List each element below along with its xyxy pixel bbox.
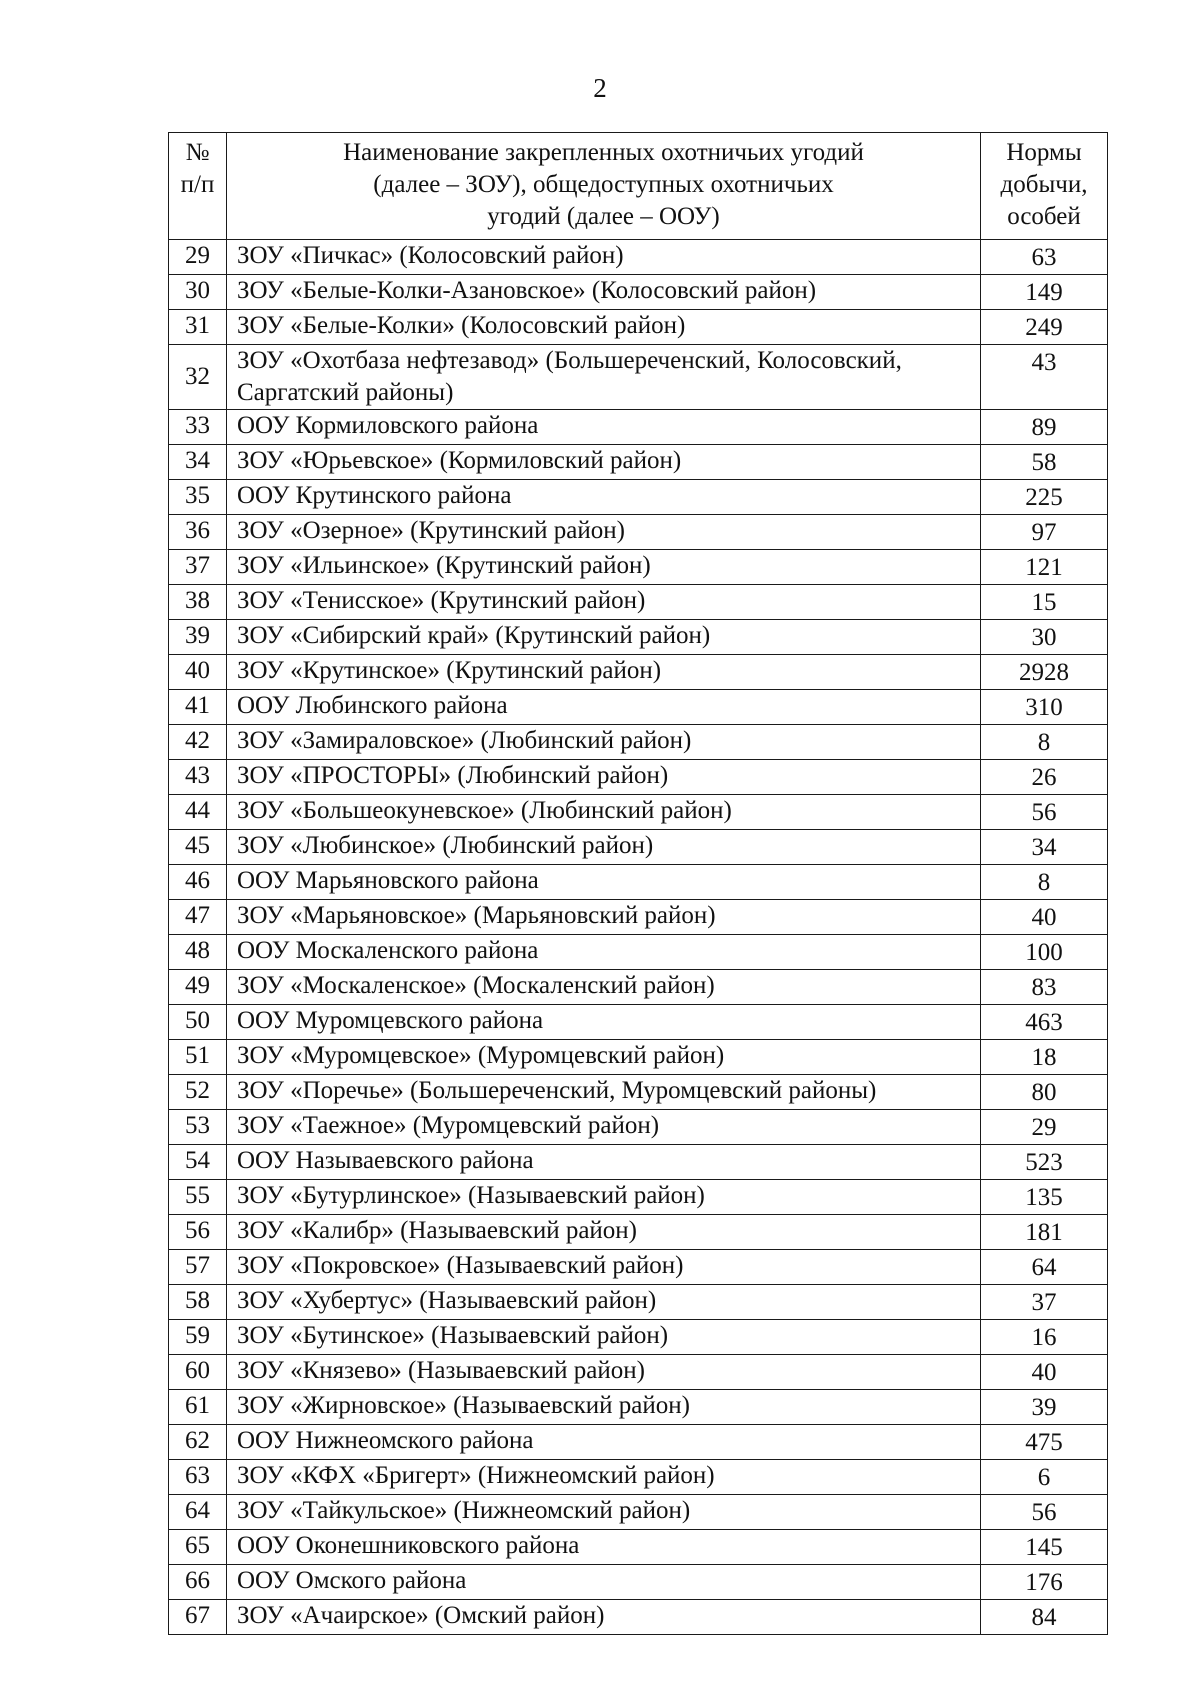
table-row <box>169 1600 1108 1635</box>
table-row <box>169 1145 1108 1180</box>
row-name: ЗОУ «Москаленское» (Москаленский район) <box>227 970 981 1005</box>
row-norm: 83 <box>981 970 1108 1005</box>
table-row <box>169 1180 1108 1215</box>
row-name: ЗОУ «Бутинское» (Называевский район) <box>227 1320 981 1355</box>
table-row <box>169 760 1108 795</box>
row-name: ООУ Нижнеомского района <box>227 1425 981 1460</box>
table-row <box>169 620 1108 655</box>
table-row <box>169 1495 1108 1530</box>
row-number: 36 <box>169 515 227 550</box>
row-name: ООУ Любинского района <box>227 690 981 725</box>
row-number: 56 <box>169 1215 227 1250</box>
row-number: 48 <box>169 935 227 970</box>
row-norm: 2928 <box>981 655 1108 690</box>
row-norm: 176 <box>981 1565 1108 1600</box>
row-norm: 84 <box>981 1600 1108 1635</box>
table-row <box>169 795 1108 830</box>
row-name: ООУ Оконешниковского района <box>227 1530 981 1565</box>
row-number: 59 <box>169 1320 227 1355</box>
row-name: ООУ Кормиловского района <box>227 410 981 445</box>
table-body <box>169 240 1108 1635</box>
row-number: 47 <box>169 900 227 935</box>
row-name: ЗОУ «Муромцевское» (Муромцевский район) <box>227 1040 981 1075</box>
row-name: ЗОУ «Князево» (Называевский район) <box>227 1355 981 1390</box>
row-number: 39 <box>169 620 227 655</box>
row-number: 53 <box>169 1110 227 1145</box>
row-norm: 16 <box>981 1320 1108 1355</box>
row-norm: 80 <box>981 1075 1108 1110</box>
row-number: 46 <box>169 865 227 900</box>
row-name: ЗОУ «Марьяновское» (Марьяновский район) <box>227 900 981 935</box>
row-name: ООУ Крутинского района <box>227 480 981 515</box>
row-name: ЗОУ «Бутурлинское» (Называевский район) <box>227 1180 981 1215</box>
row-norm: 225 <box>981 480 1108 515</box>
table-row <box>169 865 1108 900</box>
row-number: 45 <box>169 830 227 865</box>
row-norm: 97 <box>981 515 1108 550</box>
table-row <box>169 410 1108 445</box>
row-number: 40 <box>169 655 227 690</box>
row-norm: 40 <box>981 900 1108 935</box>
row-name: ЗОУ «Жирновское» (Называевский район) <box>227 1390 981 1425</box>
table-row <box>169 1460 1108 1495</box>
row-name: ЗОУ «Тенисское» (Крутинский район) <box>227 585 981 620</box>
row-name: ЗОУ «Озерное» (Крутинский район) <box>227 515 981 550</box>
row-name: ООУ Москаленского района <box>227 935 981 970</box>
header-name-line-2: (далее – ЗОУ), общедоступных охотничьих <box>373 171 834 198</box>
table-row <box>169 275 1108 310</box>
row-name: ЗОУ «Ильинское» (Крутинский район) <box>227 550 981 585</box>
row-norm: 63 <box>981 240 1108 275</box>
row-norm: 6 <box>981 1460 1108 1495</box>
header-number-line-1: № <box>185 139 210 166</box>
table-row <box>169 1110 1108 1145</box>
row-number: 32 <box>169 345 227 410</box>
table-row <box>169 1005 1108 1040</box>
header-name-cell <box>227 133 981 240</box>
table-row <box>169 690 1108 725</box>
row-norm: 135 <box>981 1180 1108 1215</box>
table-row <box>169 900 1108 935</box>
row-norm: 8 <box>981 725 1108 760</box>
row-norm: 43 <box>981 345 1108 410</box>
row-norm: 100 <box>981 935 1108 970</box>
row-norm: 56 <box>981 1495 1108 1530</box>
row-number: 55 <box>169 1180 227 1215</box>
row-norm: 475 <box>981 1425 1108 1460</box>
table-row <box>169 970 1108 1005</box>
row-name: ЗОУ «Тайкульское» (Нижнеомский район) <box>227 1495 981 1530</box>
header-number-cell <box>169 133 227 240</box>
row-number: 51 <box>169 1040 227 1075</box>
row-name: ЗОУ «ПРОСТОРЫ» (Любинский район) <box>227 760 981 795</box>
row-norm: 56 <box>981 795 1108 830</box>
header-norm-line-2: добычи, <box>1000 171 1088 198</box>
table-row <box>169 830 1108 865</box>
table-row <box>169 1530 1108 1565</box>
row-name: ЗОУ «Охотбаза нефтезавод» (Большереченский, Колосовский, Саргатский районы) <box>227 345 981 410</box>
row-number: 44 <box>169 795 227 830</box>
row-norm: 523 <box>981 1145 1108 1180</box>
row-norm: 15 <box>981 585 1108 620</box>
row-norm: 89 <box>981 410 1108 445</box>
row-name: ЗОУ «КФХ «Бригерт» (Нижнеомский район) <box>227 1460 981 1495</box>
row-number: 38 <box>169 585 227 620</box>
table-row <box>169 1355 1108 1390</box>
row-number: 29 <box>169 240 227 275</box>
header-name-line-3: угодий (далее – ООУ) <box>487 203 720 230</box>
row-number: 30 <box>169 275 227 310</box>
row-name: ЗОУ «Белые-Колки» (Колосовский район) <box>227 310 981 345</box>
table-row <box>169 1075 1108 1110</box>
header-name-line-1: Наименование закрепленных охотничьих угодий <box>343 139 864 166</box>
row-number: 33 <box>169 410 227 445</box>
row-number: 50 <box>169 1005 227 1040</box>
row-norm: 26 <box>981 760 1108 795</box>
row-name: ЗОУ «Большеокуневское» (Любинский район) <box>227 795 981 830</box>
row-number: 61 <box>169 1390 227 1425</box>
row-name: ЗОУ «Любинское» (Любинский район) <box>227 830 981 865</box>
row-norm: 37 <box>981 1285 1108 1320</box>
row-name: ЗОУ «Покровское» (Называевский район) <box>227 1250 981 1285</box>
row-norm: 34 <box>981 830 1108 865</box>
row-number: 41 <box>169 690 227 725</box>
row-name: ЗОУ «Хубертус» (Называевский район) <box>227 1285 981 1320</box>
table-row <box>169 240 1108 275</box>
row-name: ЗОУ «Таежное» (Муромцевский район) <box>227 1110 981 1145</box>
table-row <box>169 1285 1108 1320</box>
row-norm: 18 <box>981 1040 1108 1075</box>
header-number-line-2: п/п <box>180 171 215 198</box>
row-name: ЗОУ «Пичкас» (Колосовский район) <box>227 240 981 275</box>
table-row <box>169 935 1108 970</box>
table-row <box>169 655 1108 690</box>
row-norm: 463 <box>981 1005 1108 1040</box>
table-row <box>169 725 1108 760</box>
table-row <box>169 1250 1108 1285</box>
table-row <box>169 1425 1108 1460</box>
row-name: ЗОУ «Замираловское» (Любинский район) <box>227 725 981 760</box>
row-number: 54 <box>169 1145 227 1180</box>
row-number: 43 <box>169 760 227 795</box>
row-norm: 310 <box>981 690 1108 725</box>
table-row <box>169 550 1108 585</box>
row-number: 31 <box>169 310 227 345</box>
row-number: 57 <box>169 1250 227 1285</box>
row-name: ООУ Муромцевского района <box>227 1005 981 1040</box>
header-norm-cell <box>981 133 1108 240</box>
row-norm: 58 <box>981 445 1108 480</box>
row-number: 60 <box>169 1355 227 1390</box>
row-norm: 29 <box>981 1110 1108 1145</box>
row-norm: 181 <box>981 1215 1108 1250</box>
table-row <box>169 310 1108 345</box>
row-name: ЗОУ «Поречье» (Большереченский, Муромцевский районы) <box>227 1075 981 1110</box>
row-norm: 249 <box>981 310 1108 345</box>
row-name: ЗОУ «Юрьевское» (Кормиловский район) <box>227 445 981 480</box>
table-row <box>169 585 1108 620</box>
header-norm-line-1: Нормы <box>1006 139 1082 166</box>
row-number: 42 <box>169 725 227 760</box>
table-row <box>169 345 1108 410</box>
table-row <box>169 445 1108 480</box>
hunting-norms-table <box>168 132 1108 1635</box>
row-norm: 145 <box>981 1530 1108 1565</box>
row-norm: 39 <box>981 1390 1108 1425</box>
table-row <box>169 1565 1108 1600</box>
row-name: ЗОУ «Белые-Колки-Азановское» (Колосовский район) <box>227 275 981 310</box>
page-number: 2 <box>593 73 607 103</box>
row-number: 35 <box>169 480 227 515</box>
row-number: 64 <box>169 1495 227 1530</box>
row-number: 52 <box>169 1075 227 1110</box>
row-name: ЗОУ «Калибр» (Называевский район) <box>227 1215 981 1250</box>
table-row <box>169 1040 1108 1075</box>
row-name: ООУ Называевского района <box>227 1145 981 1180</box>
row-number: 37 <box>169 550 227 585</box>
row-number: 62 <box>169 1425 227 1460</box>
row-norm: 8 <box>981 865 1108 900</box>
row-number: 66 <box>169 1565 227 1600</box>
row-number: 67 <box>169 1600 227 1635</box>
row-number: 65 <box>169 1530 227 1565</box>
table-row <box>169 515 1108 550</box>
table-header <box>169 133 1108 240</box>
row-norm: 30 <box>981 620 1108 655</box>
row-number: 58 <box>169 1285 227 1320</box>
row-number: 49 <box>169 970 227 1005</box>
row-number: 63 <box>169 1460 227 1495</box>
row-name: ЗОУ «Крутинское» (Крутинский район) <box>227 655 981 690</box>
row-norm: 64 <box>981 1250 1108 1285</box>
row-norm: 40 <box>981 1355 1108 1390</box>
row-name: ООУ Омского района <box>227 1565 981 1600</box>
row-norm: 121 <box>981 550 1108 585</box>
table-row <box>169 1215 1108 1250</box>
row-norm: 149 <box>981 275 1108 310</box>
table-row <box>169 1320 1108 1355</box>
row-name: ЗОУ «Сибирский край» (Крутинский район) <box>227 620 981 655</box>
header-norm-line-3: особей <box>1007 203 1081 230</box>
row-number: 34 <box>169 445 227 480</box>
header-row <box>169 133 1108 240</box>
table-row <box>169 480 1108 515</box>
table-row <box>169 1390 1108 1425</box>
row-name: ЗОУ «Ачаирское» (Омский район) <box>227 1600 981 1635</box>
row-name: ООУ Марьяновского района <box>227 865 981 900</box>
